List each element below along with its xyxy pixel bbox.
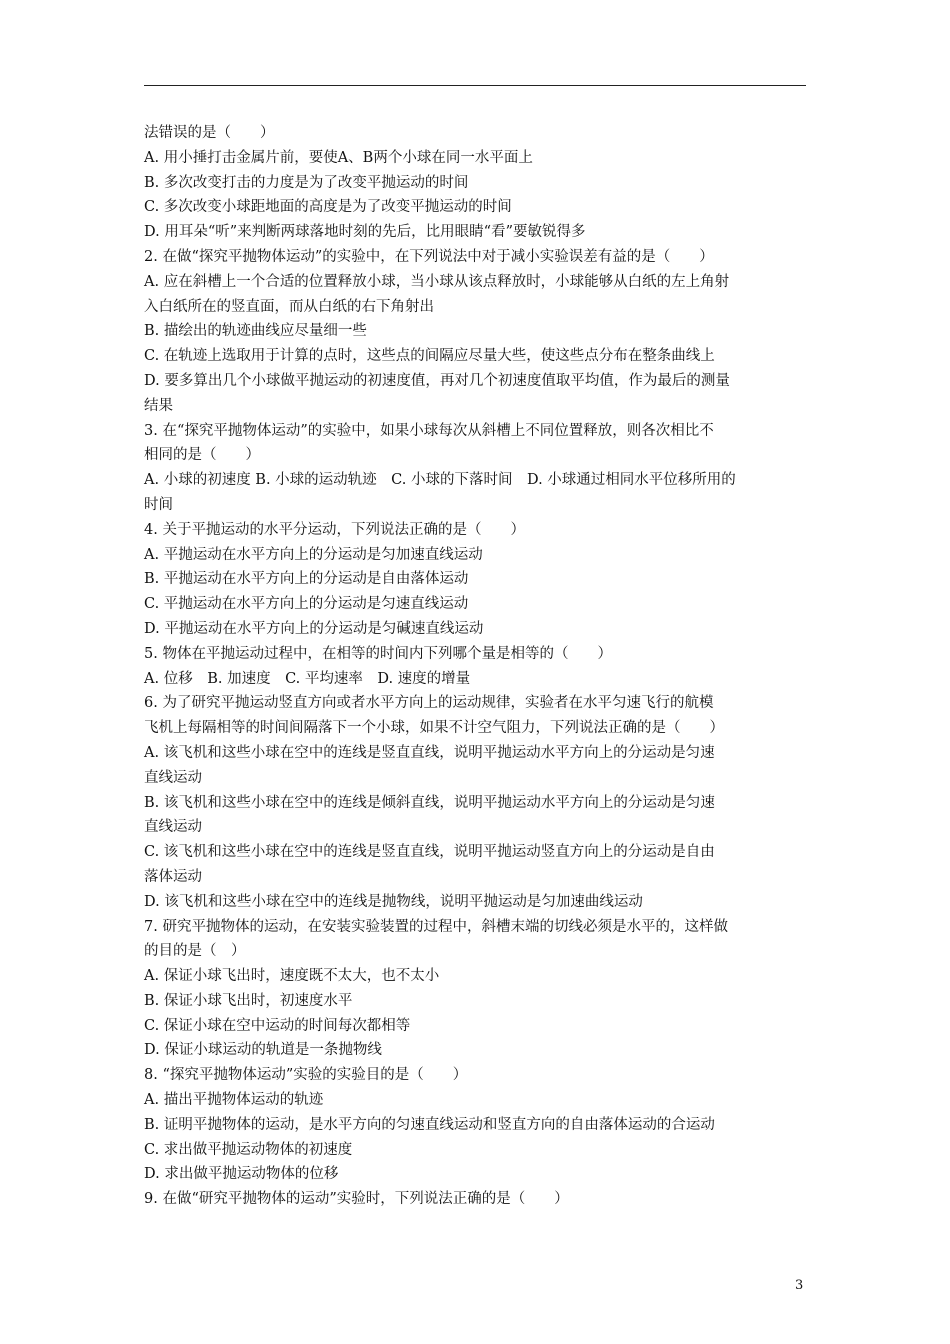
text-line: 6. 为了研究平抛运动竖直方向或者水平方向上的运动规律，实验者在水平匀速飞行的航模 <box>144 695 714 712</box>
header-rule <box>144 85 806 86</box>
text-line: 时间 <box>144 496 173 513</box>
text-line: C. 该飞机和这些小球在空中的连线是竖直直线，说明平抛运动竖直方向上的分运动是自由 <box>144 844 715 861</box>
text-line: D. 用耳朵“听”来判断两球落地时刻的先后，比用眼睛“看”要敏锐得多 <box>144 224 586 241</box>
text-line: 直线运动 <box>144 769 202 786</box>
text-line: A. 小球的初速度 B. 小球的运动轨迹 C. 小球的下落时间 D. 小球通过相同水平位移所用的 <box>144 472 736 489</box>
text-line: 8. “探究平抛物体运动”实验的实验目的是（ ） <box>144 1067 468 1084</box>
text-line: B. 描绘出的轨迹曲线应尽量细一些 <box>144 323 367 340</box>
text-line: B. 多次改变打击的力度是为了改变平抛运动的时间 <box>144 174 469 191</box>
page-number: 3 <box>795 1278 804 1293</box>
text-line: 法错误的是（ ） <box>144 125 275 141</box>
text-line: 2. 在做“探究平抛物体运动”的实验中，在下列说法中对于减小实验误差有益的是（ ） <box>144 248 714 265</box>
text-line: D. 保证小球运动的轨道是一条抛物线 <box>144 1042 382 1059</box>
text-line: 的目的是（ ） <box>144 943 246 960</box>
text-line: A. 位移 B. 加速度 C. 平均速率 D. 速度的增量 <box>144 670 471 687</box>
text-line: C. 保证小球在空中运动的时间每次都相等 <box>144 1017 411 1034</box>
text-line: A. 应在斜槽上一个合适的位置释放小球，当小球从该点释放时，小球能够从白纸的左上角射 <box>144 273 730 290</box>
text-line: A. 该飞机和这些小球在空中的连线是竖直直线，说明平抛运动水平方向上的分运动是匀速 <box>144 744 715 761</box>
text-line: A. 保证小球飞出时，速度既不太大，也不太小 <box>144 968 440 985</box>
text-line: C. 在轨迹上选取用于计算的点时，这些点的间隔应尽量大些，使这些点分布在整条曲线上 <box>144 348 715 365</box>
text-line: 3. 在“探究平抛物体运动”的实验中，如果小球每次从斜槽上不同位置释放，则各次相比不 <box>144 422 714 439</box>
text-line: A. 用小捶打击金属片前，要使A、B两个小球在同一水平面上 <box>144 149 533 166</box>
text-line: 7. 研究平抛物体的运动，在安装实验装置的过程中，斜槽末端的切线必须是水平的，这样做 <box>144 918 728 935</box>
text-line: 飞机上每隔相等的时间间隔落下一个小球，如果不计空气阻力，下列说法正确的是（ ） <box>144 720 724 737</box>
text-line: A. 平抛运动在水平方向上的分运动是匀加速直线运动 <box>144 546 483 563</box>
text-line: B. 该飞机和这些小球在空中的连线是倾斜直线，说明平抛运动水平方向上的分运动是匀速 <box>144 794 715 811</box>
text-line: 9. 在做“研究平抛物体的运动”实验时，下列说法正确的是（ ） <box>144 1191 569 1208</box>
text-line: C. 求出做平抛运动物体的初速度 <box>144 1141 353 1158</box>
text-line: 5. 物体在平抛运动过程中，在相等的时间内下列哪个量是相等的（ ） <box>144 645 612 662</box>
text-line: D. 求出做平抛运动物体的位移 <box>144 1166 339 1183</box>
text-line: D. 要多算出几个小球做平抛运动的初速度值，再对几个初速度值取平均值，作为最后的测量 <box>144 372 730 389</box>
text-line: 相同的是（ ） <box>144 447 260 464</box>
text-line: D. 平抛运动在水平方向上的分运动是匀碱速直线运动 <box>144 620 484 637</box>
text-line: B. 平抛运动在水平方向上的分运动是自由落体运动 <box>144 571 469 588</box>
text-line: 落体运动 <box>144 868 202 885</box>
text-line: 入白纸所在的竖直面，而从白纸的右下角射出 <box>144 298 434 315</box>
text-line: B. 证明平抛物体的运动，是水平方向的匀速直线运动和竖直方向的自由落体运动的合运动 <box>144 1116 715 1133</box>
text-line: 结果 <box>144 397 173 414</box>
text-line: C. 多次改变小球距地面的高度是为了改变平抛运动的时间 <box>144 199 512 216</box>
text-line: 4. 关于平抛运动的水平分运动，下列说法正确的是（ ） <box>144 521 525 538</box>
text-line: C. 平抛运动在水平方向上的分运动是匀速直线运动 <box>144 596 469 613</box>
text-line: B. 保证小球飞出时，初速度水平 <box>144 992 353 1009</box>
text-line: 直线运动 <box>144 819 202 836</box>
text-line: A. 描出平抛物体运动的轨迹 <box>144 1092 324 1109</box>
text-line: D. 该飞机和这些小球在空中的连线是抛物线，说明平抛运动是匀加速曲线运动 <box>144 893 643 910</box>
document-body <box>144 121 808 1212</box>
